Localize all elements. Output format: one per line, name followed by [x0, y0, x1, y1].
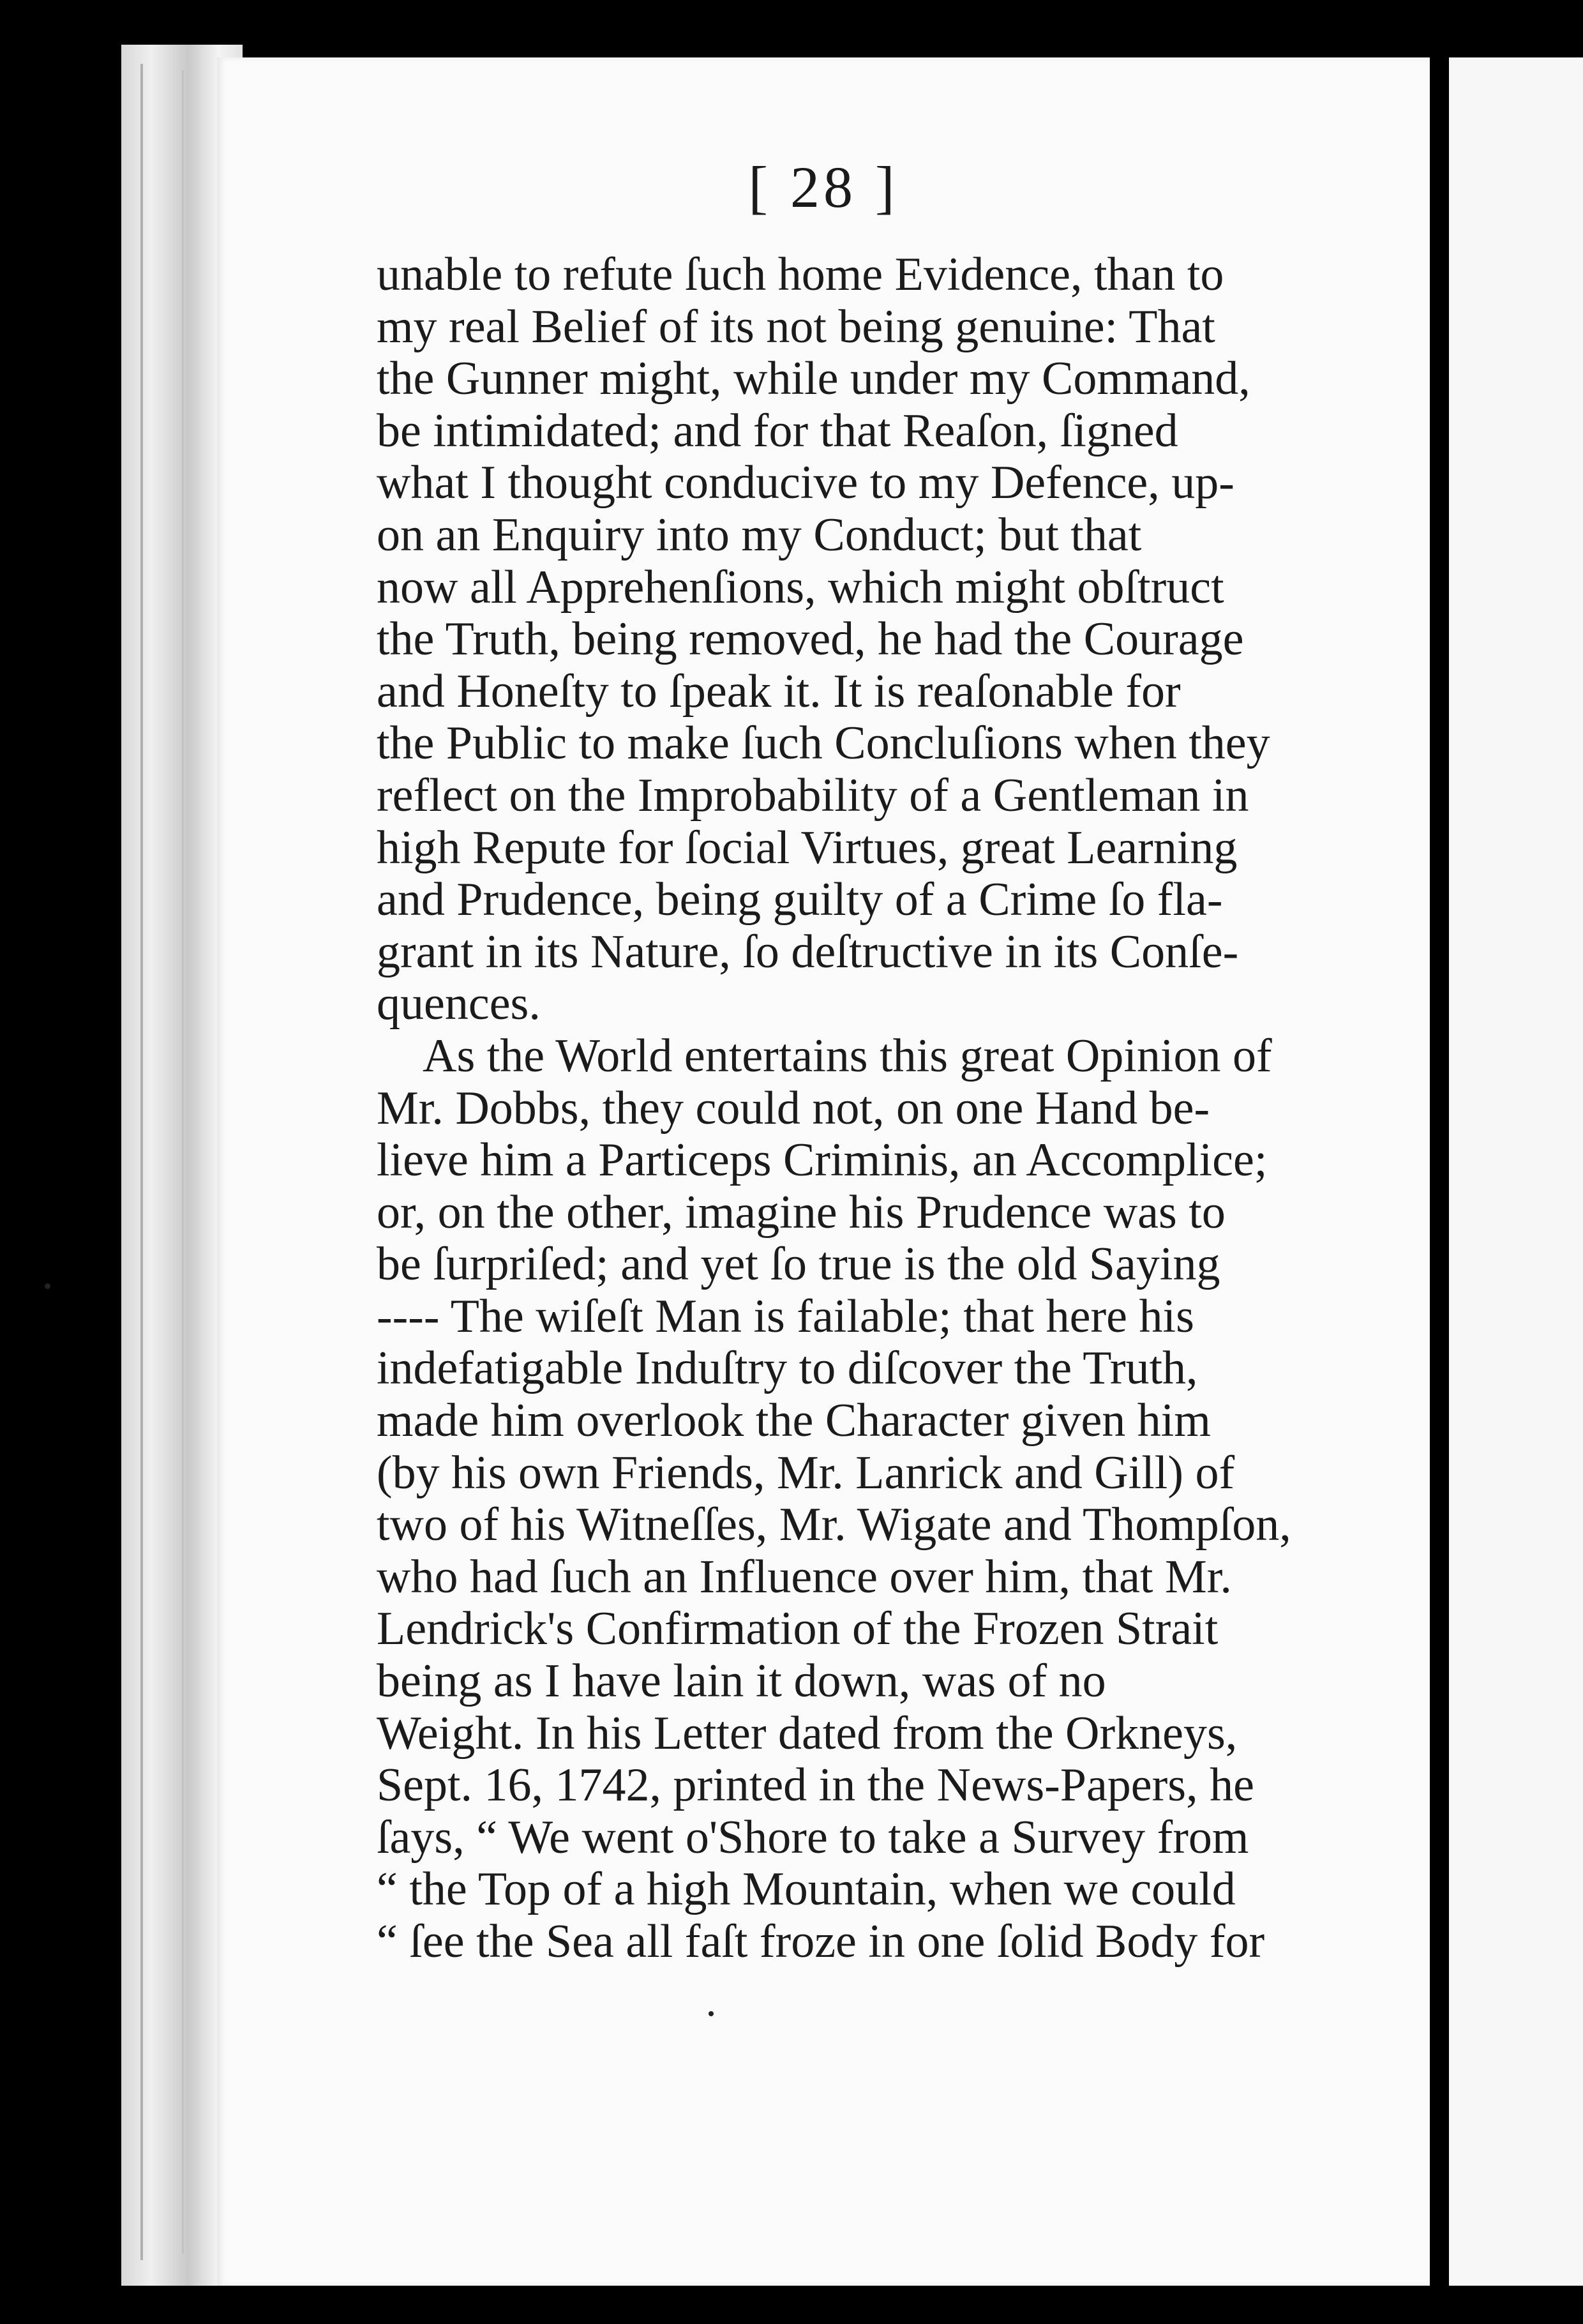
text-line: high Repute for ſocial Virtues, great Learning	[377, 821, 1238, 874]
text-line: “ ſee the Sea all faſt froze in one ſolid Body for	[377, 1915, 1265, 1968]
text-line: what I thought conducive to my Defence, up-	[377, 456, 1234, 509]
page-number: [ 28 ]	[748, 155, 899, 220]
facing-page-edge	[1449, 57, 1583, 2286]
text-line: my real Belief of its not being genuine: That	[377, 300, 1215, 353]
text-line: indefatigable Induſtry to diſcover the Truth,	[377, 1342, 1198, 1395]
text-line: quences.	[377, 977, 541, 1030]
text-line: As the World entertains this great Opinion of	[423, 1029, 1272, 1082]
text-line: the Public to make ſuch Concluſions when they	[377, 717, 1270, 770]
text-line: the Gunner might, while under my Command,	[377, 352, 1250, 405]
text-line: ---- The wiſeſt Man is failable; that here his	[377, 1290, 1194, 1343]
text-line: reflect on the Improbability of a Gentleman in	[377, 769, 1249, 822]
text-line: two of his Witneſſes, Mr. Wigate and Thompſon,	[377, 1498, 1291, 1551]
text-line: Sept. 16, 1742, printed in the News-Papers, he	[377, 1759, 1254, 1812]
ink-speck	[45, 1283, 50, 1289]
text-line: Weight. In his Letter dated from the Orkneys,	[377, 1707, 1238, 1760]
text-line: made him overlook the Character given him	[377, 1394, 1211, 1447]
text-line: ſays, “ We went o'Shore to take a Survey from	[377, 1811, 1249, 1864]
text-line: be intimidated; and for that Reaſon, ſigned	[377, 404, 1178, 457]
text-line: and Honeſty to ſpeak it. It is reaſonable for	[377, 665, 1181, 718]
ink-speck	[709, 2011, 714, 2016]
text-line: grant in its Nature, ſo deſtructive in its Conſe-	[377, 925, 1239, 978]
text-line: unable to refute ſuch home Evidence, than to	[377, 248, 1224, 301]
text-line: who had ſuch an Influence over him, that Mr.	[377, 1550, 1232, 1603]
text-line: and Prudence, being guilty of a Crime ſo fla-	[377, 873, 1223, 926]
text-line: lieve him a Particeps Criminis, an Accomplice;	[377, 1134, 1268, 1187]
text-line: now all Apprehenſions, which might obſtruct	[377, 561, 1224, 614]
text-line: Lendrick's Confirmation of the Frozen Strait	[377, 1603, 1219, 1656]
text-line: be ſurpriſed; and yet ſo true is the old Saying	[377, 1238, 1220, 1291]
text-line: on an Enquiry into my Conduct; but that	[377, 508, 1142, 561]
text-line: Mr. Dobbs, they could not, on one Hand be-	[377, 1082, 1210, 1135]
body-text	[377, 249, 1557, 1968]
book-page	[217, 57, 1430, 2286]
text-line: the Truth, being removed, he had the Courage	[377, 613, 1244, 666]
text-line: (by his own Friends, Mr. Lanrick and Gill) of	[377, 1446, 1235, 1499]
text-line: being as I have lain it down, was of no	[377, 1655, 1106, 1708]
text-line: or, on the other, imagine his Prudence was to	[377, 1186, 1226, 1239]
text-line: “ the Top of a high Mountain, when we could	[377, 1863, 1236, 1916]
